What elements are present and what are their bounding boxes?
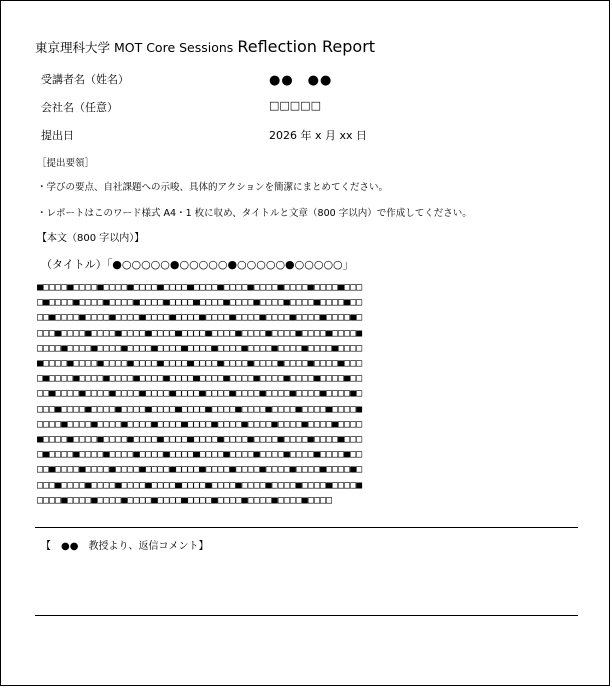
essay-body[interactable]: ■□□□□■□□□□■□□□□■□□□□■□□□□■□□□□■□□□□■□□□□■□□□□■□□□□■□□□ □■□□□□■□□□□■□□□□■□□□□■□□□□■□□□□■□□□□■□□□□■□□□□■□□□□■□□ □□■□□□□■□□□□■□□□□■□□□□■□□□□■□□□□■□□□□■□□□□■□□□□■□□□□■□ □□□■□□□□■□□□□■□□□□■□□□□■□□□□■□□□□■□□□□■□□□□■□□□□■□□□□■ □□□□■□□□□■□□□□■□□□□■□□□□■□□□□■□□□□■□□□□■□□□□■□□□□■□□□□ ■□□□□■□□□□■□□□□■□□□□■□□□□■□□□□■□□□□■□□□□■□□□□■□□□□■□□□ □■□□□□■□□□□■□□□□■□□□□■□□□□■□□□□■□□□□■□□□□■□□□□■□□□□■□□ □□■□□□□■□□□□■□□□□■□□□□■□□□□■□□□□■□□□□■□□□□■□□□□■□□□□■□ □□□■□□□□■□□□□■□□□□■□□□□■□□□□■□□□□■□□□□■□□□□■□□□□■□□□□■ □□□□■□□□□■□□□□■□□□□■□□□□■□□□□■□□□□■□□□□■□□□□■□□□□■□□□□ ■□□□□■□□□□■□□□□■□□□□■□□□□■□□□□■□□□□■□□□□■□□□□■□□□□■□□□ □■□□□□■□□□□■□□□□■□□□□■□□□□■□□□□■□□□□■□□□□■□□□□■□□□□■□□ □□■□□□□■□□□□■□□□□■□□□□■□□□□■□□□□■□□□□■□□□□■□□□□■□□□□■□ □□□■□□□□■□□□□■□□□□■□□□□■□□□□■□□□□■□□□□■□□□□■□□□□■□□□□■ □□□□■□□□□■□□□□■□□□□■□□□□■□□□□■□□□□■□□□□■□□□□■□□□□ — [37, 282, 363, 506]
field-value-company[interactable]: □□□□□ — [269, 99, 321, 112]
title-reflection-report: Reflection Report — [237, 37, 376, 56]
field-value-date[interactable]: 2026 年 x 月 xx 日 — [269, 129, 368, 142]
report-title — [35, 37, 375, 56]
reply-heading: 【 ●● 教授より、返信コメント】 — [41, 541, 209, 552]
field-label-name: 受講者名（姓名） — [41, 73, 129, 86]
guideline-item-1: ・学びの要点、自社課題への示唆、具体的アクションを簡潔にまとめてください。 — [37, 182, 389, 193]
field-value-name[interactable]: ●● ●● — [269, 73, 333, 88]
essay-title-line[interactable]: （タイトル）「●○○○○○●○○○○○●○○○○○●○○○○○」 — [41, 258, 354, 271]
guidelines-heading: ［提出要領］ — [37, 158, 95, 169]
divider-top — [35, 527, 578, 528]
guideline-item-2: ・レポートはこのワード様式 A4・1 枚に収め、タイトルと文章（800 字以内）で作成してください。 — [37, 208, 472, 219]
reply-signature-line — [35, 615, 578, 616]
field-label-date: 提出日 — [41, 129, 74, 142]
title-university-course: 東京理科大学 MOT Core Sessions — [35, 40, 234, 55]
field-label-company: 会社名（任意） — [41, 101, 118, 114]
main-heading: 【本文（800 字以内）】 — [37, 233, 145, 244]
